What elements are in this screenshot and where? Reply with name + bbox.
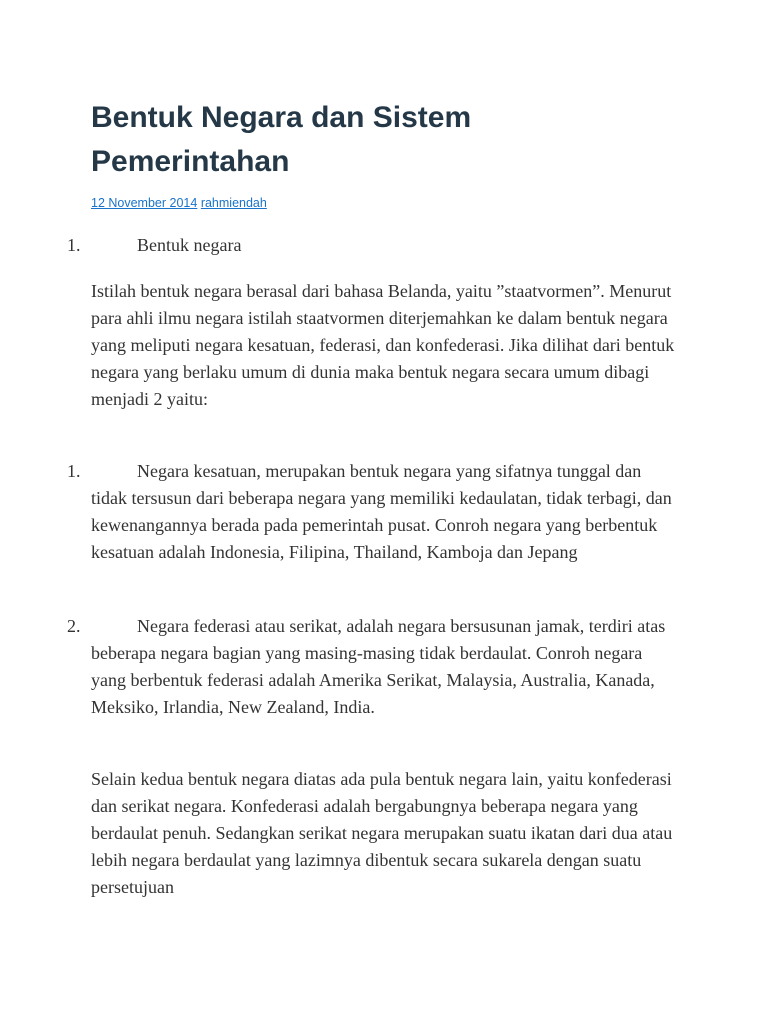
- article-date-link[interactable]: 12 November 2014: [91, 196, 198, 210]
- list-item-text: Bentuk negara: [137, 235, 242, 255]
- body-paragraph: Selain kedua bentuk negara diatas ada pula bentuk negara lain, yaitu konfederasi dan serikat negara. Konfederasi adalah bergabungnya beberapa negara yang berdaulat penuh. Sedangkan serikat negara merupakan suatu ikatan dari dua atau lebih negara berdaulat yang lazimnya dibentuk secara sukarela dengan suatu persetujuan: [91, 769, 673, 897]
- article-meta: [91, 195, 267, 211]
- article-title: Bentuk Negara dan Sistem Pemerintahan: [91, 101, 472, 178]
- list-item-number: 1.: [67, 461, 81, 481]
- list-item-text: Negara federasi atau serikat, adalah negara bersusunan jamak, terdiri atas beberapa negara bagian yang masing-masing tidak berdaulat. Conroh negara yang berbentuk federasi adalah Amerika Serikat, Malaysia, Australia, Kanada, Meksiko, Irlandia, New Zealand, India.: [91, 616, 666, 717]
- article-author-link[interactable]: rahmiendah: [200, 196, 267, 210]
- list-item-text: Negara kesatuan, merupakan bentuk negara yang sifatnya tunggal dan tidak tersusun dari beberapa negara yang memiliki kedaulatan, tidak terbagi, dan kewenangannya berada pada pemerintah pusat. Conroh negara yang berbentuk kesatuan adalah Indonesia, Filipina, Thailand, Kamboja dan Jepang: [91, 461, 672, 562]
- list-item-number: 2.: [67, 616, 81, 636]
- list-item-number: 1.: [67, 235, 81, 255]
- body-paragraph: Istilah bentuk negara berasal dari bahasa Belanda, yaitu ”staatvormen”. Menurut para ahli ilmu negara istilah staatvormen diterjemahkan ke dalam bentuk negara yang meliputi negara kesatuan, federasi, dan konfederasi. Jika dilihat dari bentuk negara yang berlaku umum di dunia maka bentuk negara secara umum dibagi menjadi 2 yaitu:: [91, 281, 675, 409]
